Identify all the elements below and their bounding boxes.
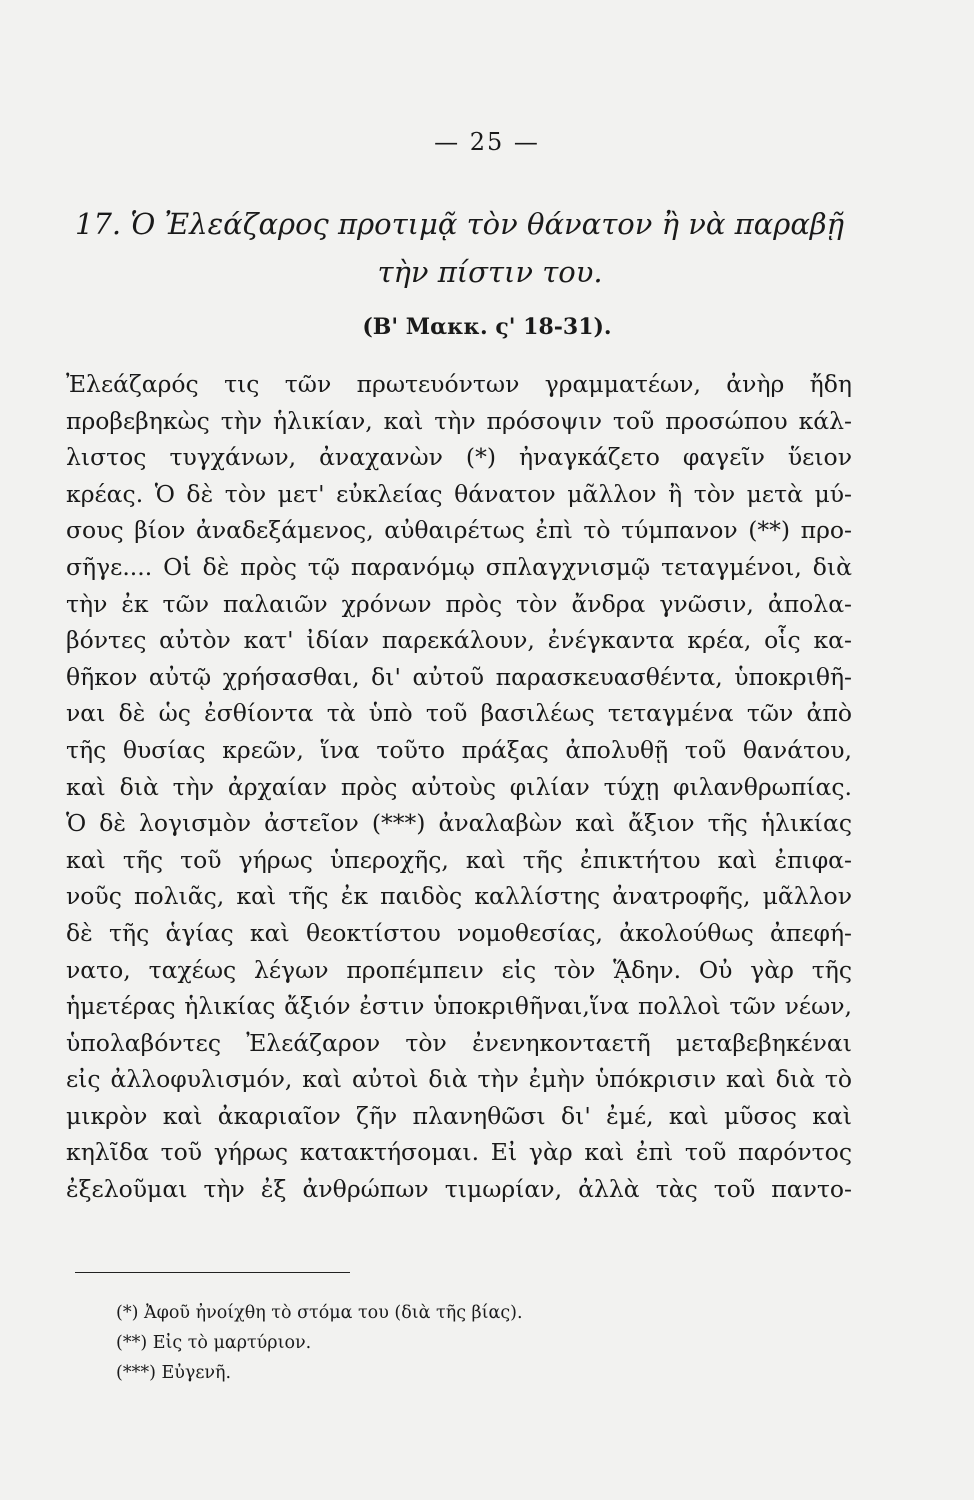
body-line: ναι δὲ ὡς ἐσθίοντα τὰ ὑπὸ τοῦ βασιλέως τεταγμένα τῶν ἀπὸ bbox=[66, 699, 852, 728]
footnote: (***) Εὐγενῆ. bbox=[116, 1363, 232, 1383]
footnote-rule bbox=[75, 1272, 350, 1273]
chapter-title-line-2: τὴν πίστιν του. bbox=[377, 255, 603, 289]
body-line: λιστος τυγχάνων, ἀναχανὼν (*) ἠναγκάζετο φαγεῖν ὕειον bbox=[66, 443, 852, 472]
body-line: ὑπολαβόντες Ἐλεάζαρον τὸν ἐνενηκονταετῆ μεταβεβηκέναι bbox=[66, 1028, 852, 1057]
footnote: (**) Εἰς τὸ μαρτύριον. bbox=[116, 1333, 312, 1353]
body-line: ἐξελοῦμαι τὴν ἐξ ἀνθρώπων τιμωρίαν, ἀλλὰ τὰς τοῦ παντο- bbox=[66, 1175, 852, 1204]
body-line: τὴν ἐκ τῶν παλαιῶν χρόνων πρὸς τὸν ἄνδρα γνῶσιν, ἀπολα- bbox=[66, 589, 852, 618]
body-line: θῆκον αὐτῷ χρήσασθαι, δι' αὐτοῦ παρασκευασθέντα, ὑποκριθῆ- bbox=[66, 662, 852, 691]
body-text bbox=[66, 366, 852, 1208]
chapter-title-line-1: 17. Ὁ Ἐλεάζαρος προτιμᾷ τὸν θάνατον ἢ νὰ παραβῇ bbox=[75, 207, 845, 241]
chapter-title bbox=[75, 200, 905, 296]
body-line: εἰς ἀλλοφυλισμόν, καὶ αὐτοὶ διὰ τὴν ἐμὴν ὑπόκρισιν καὶ διὰ τὸ bbox=[66, 1065, 852, 1094]
body-line: σῆγε.... Οἱ δὲ πρὸς τῷ παρανόμῳ σπλαγχνισμῷ τεταγμένοι, διὰ bbox=[66, 552, 852, 581]
body-line: βόντες αὐτὸν κατ' ἰδίαν παρεκάλουν, ἐνέγκαντα κρέα, οἷς κα- bbox=[66, 626, 852, 655]
body-line: Ἐλεάζαρός τις τῶν πρωτευόντων γραμματέων, ἀνὴρ ἤδη bbox=[66, 370, 852, 398]
footnotes bbox=[116, 1298, 716, 1388]
body-line: καὶ τῆς τοῦ γήρως ὑπεροχῆς, καὶ τῆς ἐπικτήτου καὶ ἐπιφα- bbox=[66, 845, 852, 874]
body-line: δὲ τῆς ἁγίας καὶ θεοκτίστου νομοθεσίας, ἀκολούθως ἀπεφή- bbox=[66, 918, 852, 947]
body-line: κηλῖδα τοῦ γήρως κατακτήσομαι. Εἰ γὰρ καὶ ἐπὶ τοῦ παρόντος bbox=[66, 1138, 852, 1167]
body-line: νοῦς πολιᾶς, καὶ τῆς ἐκ παιδὸς καλλίστης ἀνατροφῆς, μᾶλλον bbox=[66, 882, 852, 911]
body-line: τῆς θυσίας κρεῶν, ἵνα τοῦτο πράξας ἀπολυθῇ τοῦ θανάτου, bbox=[66, 735, 852, 764]
body-line: μικρὸν καὶ ἀκαριαῖον ζῆν πλανηθῶσι δι' ἐμέ, καὶ μῦσος καὶ bbox=[66, 1101, 852, 1130]
body-line: Ὁ δὲ λογισμὸν ἀστεῖον (***) ἀναλαβὼν καὶ ἄξιον τῆς ἡλικίας bbox=[66, 809, 852, 838]
body-line: σους βίον ἀναδεξάμενος, αὐθαιρέτως ἐπὶ τὸ τύμπανον (**) προ- bbox=[66, 516, 852, 545]
body-line: ἡμετέρας ἡλικίας ἄξιόν ἐστιν ὑποκριθῆναι,ἵνα πολλοὶ τῶν νέων, bbox=[66, 992, 852, 1021]
page-number: — 25 — bbox=[434, 128, 540, 156]
body-line: νατο, ταχέως λέγων προπέμπειν εἰς τὸν ᾍδην. Οὐ γὰρ τῆς bbox=[66, 955, 852, 984]
body-line: προβεβηκὼς τὴν ἡλικίαν, καὶ τὴν πρόσοψιν τοῦ προσώπου κάλ- bbox=[66, 406, 852, 435]
scripture-reference: (Β' Μακκ. ς' 18-31). bbox=[362, 314, 612, 340]
body-line: κρέας. Ὁ δὲ τὸν μετ' εὐκλείας θάνατον μᾶλλον ἢ τὸν μετὰ μύ- bbox=[66, 479, 852, 508]
body-line: καὶ διὰ τὴν ἀρχαίαν πρὸς αὐτοὺς φιλίαν τύχῃ φιλανθρωπίας. bbox=[66, 772, 852, 801]
footnote: (*) Ἀφοῦ ἠνοίχθη τὸ στόμα του (διὰ τῆς βίας). bbox=[116, 1303, 523, 1323]
